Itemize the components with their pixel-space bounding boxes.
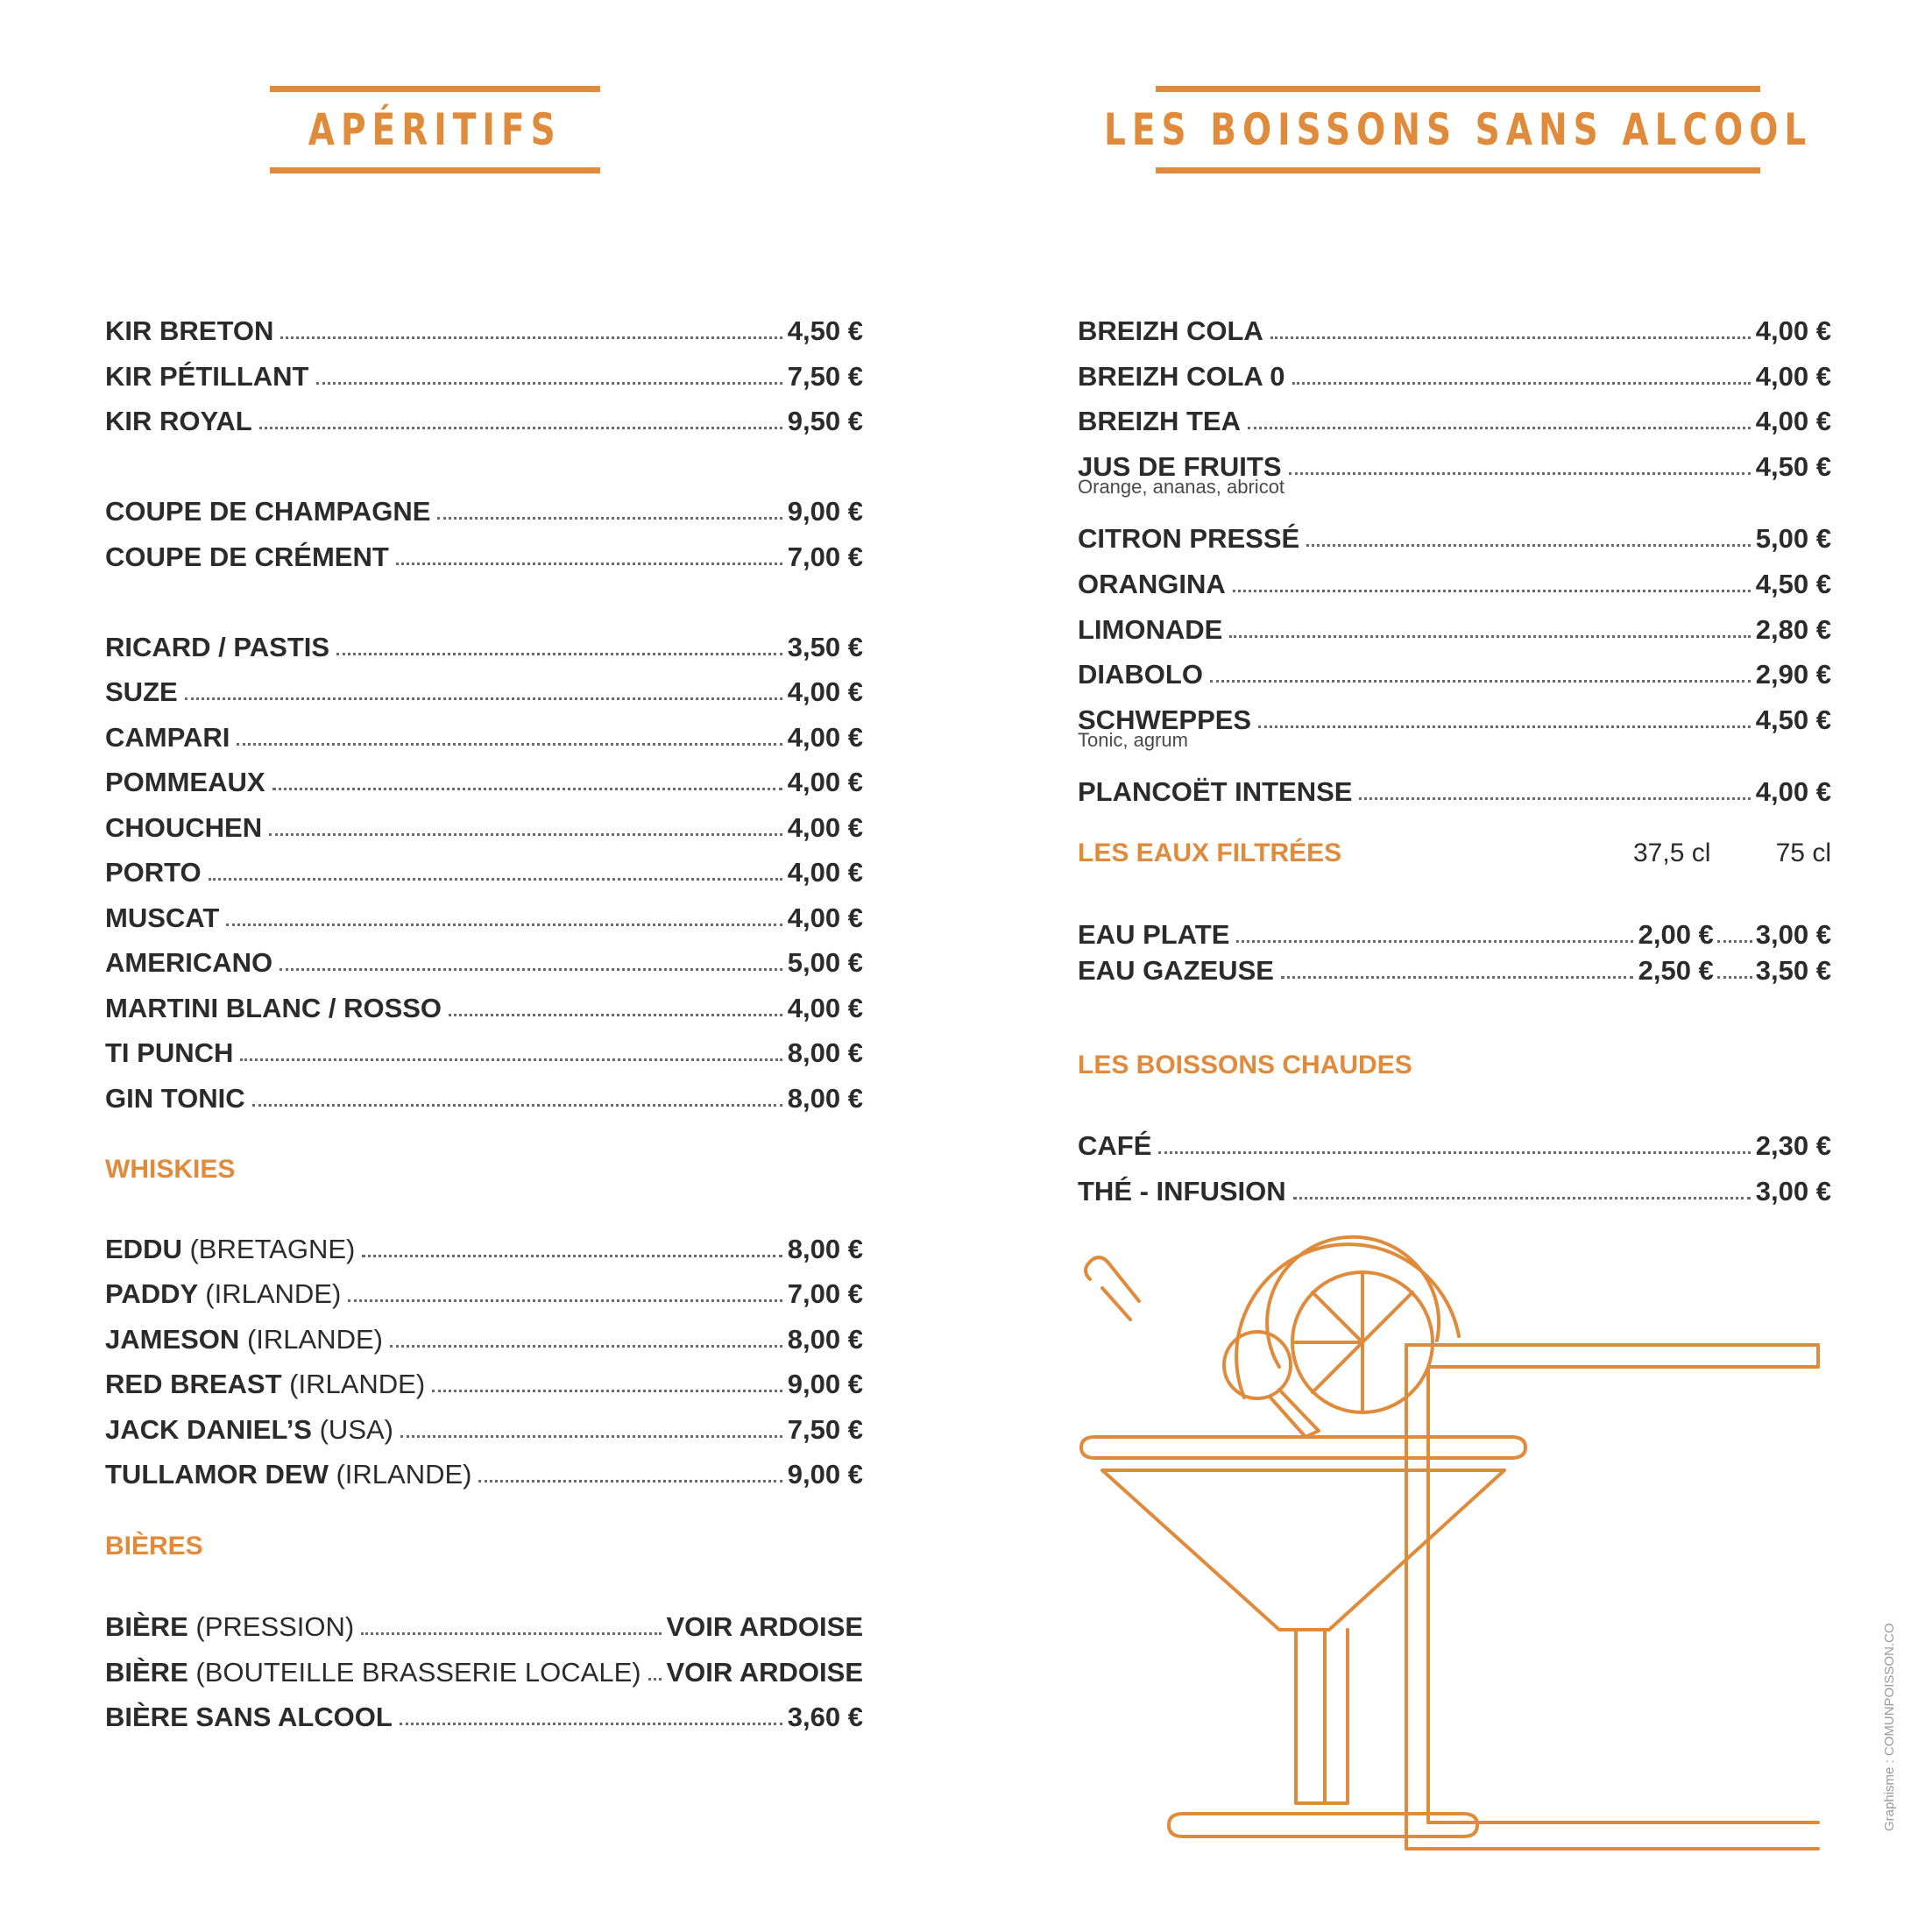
menu-item: SUZE 4,00 € [105, 676, 863, 707]
drinks-illustration [1069, 1218, 1840, 1866]
menu-item: EAU GAZEUSE 2,50 € 3,50 € [1078, 955, 1831, 986]
menu-item: MUSCAT 4,00 € [105, 902, 863, 933]
menu-item: KIR PÉTILLANT 7,50 € [105, 361, 863, 392]
menu-item: TULLAMOR DEW (IRLANDE) 9,00 € [105, 1459, 863, 1490]
menu-item: CAFÉ 2,30 € [1078, 1130, 1831, 1161]
menu-item: JAMESON (IRLANDE) 8,00 € [105, 1324, 863, 1355]
menu-item: JACK DANIEL’S (USA) 7,50 € [105, 1414, 863, 1445]
eaux-heading: LES EAUX FILTRÉES [1078, 839, 1342, 867]
menu-item: PADDY (IRLANDE) 7,00 € [105, 1278, 863, 1309]
glass-with-straw-icon [1406, 1345, 1818, 1849]
menu-item: MARTINI BLANC / ROSSO 4,00 € [105, 993, 863, 1023]
item-description: Orange, ananas, abricot [1078, 476, 1285, 498]
menu-item: LIMONADE 2,80 € [1078, 614, 1831, 645]
menu-item: RED BREAST (IRLANDE) 9,00 € [105, 1369, 863, 1399]
size-small: 37,5 cl [1633, 839, 1711, 867]
size-large: 75 cl [1775, 839, 1831, 867]
whiskies-heading: WHISKIES [105, 1155, 236, 1184]
menu-item: GIN TONIC 8,00 € [105, 1083, 863, 1114]
menu-item: DIABOLO 2,90 € [1078, 659, 1831, 690]
item-description: Tonic, agrum [1078, 729, 1188, 751]
menu-item: BREIZH COLA 4,00 € [1078, 315, 1831, 346]
aperitifs-title: APÉRITIFS [270, 86, 600, 173]
menu-item: AMERICANO 5,00 € [105, 947, 863, 978]
menu-item: PLANCOËT INTENSE 4,00 € [1078, 776, 1831, 807]
bieres-heading: BIÈRES [105, 1532, 203, 1560]
menu-item: BIÈRE (BOUTEILLE BRASSERIE LOCALE) VOIR ARDOISE [105, 1657, 863, 1688]
menu-item: POMMEAUX 4,00 € [105, 767, 863, 797]
menu-item: BREIZH TEA 4,00 € [1078, 406, 1831, 436]
menu-item: CITRON PRESSÉ 5,00 € [1078, 523, 1831, 554]
menu-item: ORANGINA 4,50 € [1078, 569, 1831, 599]
menu-item: COUPE DE CHAMPAGNE 9,00 € [105, 496, 863, 527]
menu-item: CHOUCHEN 4,00 € [105, 812, 863, 843]
sans-alcool-title: LES BOISSONS SANS ALCOOL [1156, 86, 1760, 173]
credit-text: Graphisme : COMUNPOISSON.CO [1882, 1623, 1897, 1831]
menu-item: CAMPARI 4,00 € [105, 722, 863, 753]
menu-item: BREIZH COLA 0 4,00 € [1078, 361, 1831, 392]
lemon-slice-icon [1236, 1237, 1459, 1412]
menu-item: EDDU (BRETAGNE) 8,00 € [105, 1234, 863, 1264]
menu-item: RICARD / PASTIS 3,50 € [105, 632, 863, 662]
menu-item: EAU PLATE 2,00 € 3,00 € [1078, 919, 1831, 950]
chaudes-heading: LES BOISSONS CHAUDES [1078, 1051, 1412, 1079]
menu-item: COUPE DE CRÉMENT 7,00 € [105, 541, 863, 572]
menu-item: BIÈRE (PRESSION) VOIR ARDOISE [105, 1611, 863, 1642]
menu-item: PORTO 4,00 € [105, 857, 863, 888]
menu-item: SCHWEPPES 4,50 € [1078, 704, 1831, 735]
menu-item: KIR BRETON 4,50 € [105, 315, 863, 346]
menu-item: JUS DE FRUITS 4,50 € [1078, 451, 1831, 482]
menu-item: THÉ - INFUSION 3,00 € [1078, 1176, 1831, 1207]
menu-item: BIÈRE SANS ALCOOL 3,60 € [105, 1702, 863, 1732]
menu-item: KIR ROYAL 9,50 € [105, 406, 863, 436]
menu-item: TI PUNCH 8,00 € [105, 1037, 863, 1068]
